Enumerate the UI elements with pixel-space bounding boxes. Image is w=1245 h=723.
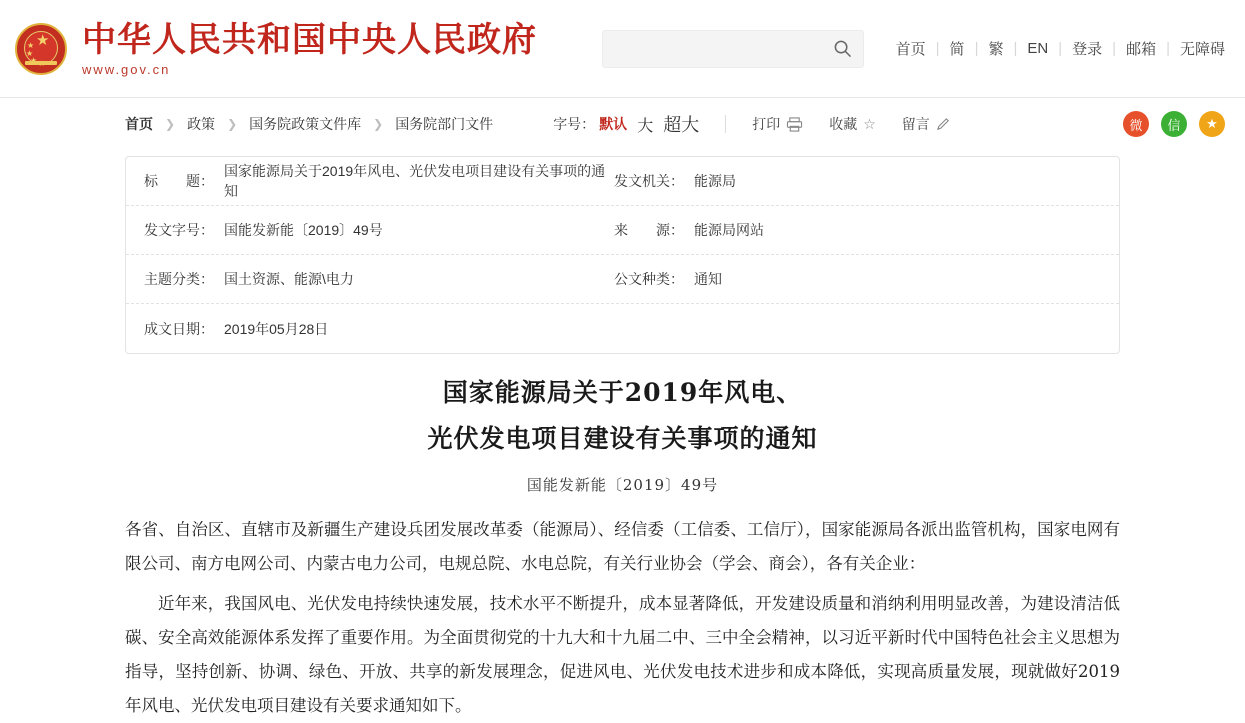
site-domain: www.gov.cn [82,62,171,77]
search-box[interactable] [602,30,864,68]
fontsize-label: 字号： [553,116,596,132]
meta-value-subject-category: 国土资源、能源\电力 [224,271,354,287]
nav-item-simplified[interactable]: 简 [949,41,965,58]
meta-value-doc-type: 通知 [694,271,722,287]
chevron-right-icon: ❯ [165,117,176,131]
breadcrumb-item-policy[interactable]: 政策 [187,116,216,132]
document-meta-table [125,156,1120,354]
social-share-group [1111,111,1225,137]
document-body [125,513,1120,723]
meta-cell-doc-number [144,220,614,240]
breadcrumb-item-department-docs[interactable]: 国务院部门文件 [395,116,494,132]
site-header [0,0,1245,98]
page-title-line1: 国家能源局关于2019年风电、 [442,378,803,407]
comment-label: 留言 [901,116,930,132]
meta-key-issuing-agency: 发文机关： [614,173,684,189]
meta-cell-subject-category [144,269,614,289]
favorite-button[interactable] [829,114,876,134]
chevron-right-icon: ❯ [373,117,384,131]
breadcrumb [125,114,493,134]
nav-separator: | [974,40,979,57]
page-title-line2: 光伏发电项目建设有关事项的通知 [427,424,818,453]
nav-separator: | [1013,40,1018,57]
nav-item-english[interactable]: EN [1027,40,1049,57]
nav-separator: | [1058,40,1063,57]
search-input[interactable] [613,40,833,58]
weibo-share-button[interactable]: 微 [1123,111,1149,137]
nav-item-login[interactable]: 登录 [1072,41,1103,58]
nav-item-traditional[interactable]: 繁 [988,41,1004,58]
fontsize-default-button[interactable]: 默认 [599,116,628,132]
print-label: 打印 [752,116,781,132]
meta-value-title: 国家能源局关于2019年风电、光伏发电项目建设有关事项的通知 [224,163,606,199]
fontsize-large-button[interactable]: 大 [637,117,654,135]
breadcrumb-item-policy-library[interactable]: 国务院政策文件库 [249,116,362,132]
favorite-label: 收藏 [829,116,858,132]
nav-item-home[interactable]: 首页 [895,41,926,58]
meta-key-date: 成文日期： [144,320,214,337]
meta-row [126,206,1119,255]
meta-key-subject-category: 主题分类： [144,271,214,287]
nav-item-mail[interactable]: 邮箱 [1126,41,1157,58]
meta-key-source: 来 源： [614,222,684,238]
meta-value-issuing-agency: 能源局 [694,173,736,189]
site-title: 中华人民共和国中央人民政府 [82,20,537,60]
comment-button[interactable] [902,114,951,134]
meta-cell-issuing-agency [614,171,736,191]
nav-item-accessibility[interactable]: 无障碍 [1179,41,1225,58]
meta-cell-doc-type [614,269,722,289]
nav-separator: | [935,40,940,57]
meta-value-source: 能源局网站 [694,222,764,238]
meta-key-doc-type: 公文种类： [614,271,684,287]
site-brand[interactable] [12,20,537,78]
breadcrumb-item-home[interactable]: 首页 [125,116,153,132]
chevron-right-icon: ❯ [227,117,238,131]
print-button[interactable] [752,114,803,134]
meta-row [126,304,1119,353]
meta-key-title: 标 题： [144,173,214,189]
pencil-icon [936,117,951,132]
document-toolbar [553,111,977,137]
search-icon[interactable] [833,39,853,59]
top-nav [886,38,1235,59]
document-number: 国能发新能〔2019〕49号 [526,476,719,494]
star-icon: ☆ [863,115,876,132]
meta-cell-source [614,220,764,240]
document-paragraph-1: 近年来，我国风电、光伏发电持续快速发展，技术水平不断提升，成本显著降低，开发建设质量和消纳利用明显改善，为建设清洁低碳、安全高效能源体系发挥了重要作用。为全面贯彻党的十九大和十九届二中、三中全会精神，以习近平新时代中国特色社会主义思想为指导，坚持创新、协调、绿色、开放、共享的新发展理念，促进风电、光伏发电技术进步和成本降低，实现高质量发展，现就做好2019年风电、光伏发电项目建设有关要求通知如下。 [125,594,1120,715]
meta-row [126,157,1119,206]
wechat-share-button[interactable]: 信 [1161,111,1187,137]
meta-value-date: 2019年05月28日 [224,320,329,337]
meta-cell-title [144,161,614,201]
toolbar-divider [725,115,726,133]
meta-row [126,255,1119,304]
nav-separator: | [1112,40,1117,57]
breadcrumb-toolbar-row [0,98,1245,150]
nav-separator: | [1166,40,1170,57]
meta-value-doc-number: 国能发新能〔2019〕49号 [224,222,383,238]
document-paragraph-addressees: 各省、自治区、直辖市及新疆生产建设兵团发展改革委（能源局）、经信委（工信委、工信厅），国家能源局各派出监管机构，国家电网有限公司、南方电网公司、内蒙古电力公司，电规总院、水电总院，有关行业协会（学会、商会），各有关企业： [125,520,1120,573]
national-emblem-icon: ★ ★ ★ [12,20,70,78]
favorite-share-button[interactable]: ★ [1199,111,1225,137]
page-title [125,370,1120,462]
printer-icon [786,117,803,132]
header-right [602,30,1245,68]
document-content [125,370,1120,723]
meta-key-doc-number: 发文字号： [144,222,214,238]
fontsize-extra-large-button[interactable]: 超大 [663,115,700,135]
meta-cell-date [144,319,614,339]
